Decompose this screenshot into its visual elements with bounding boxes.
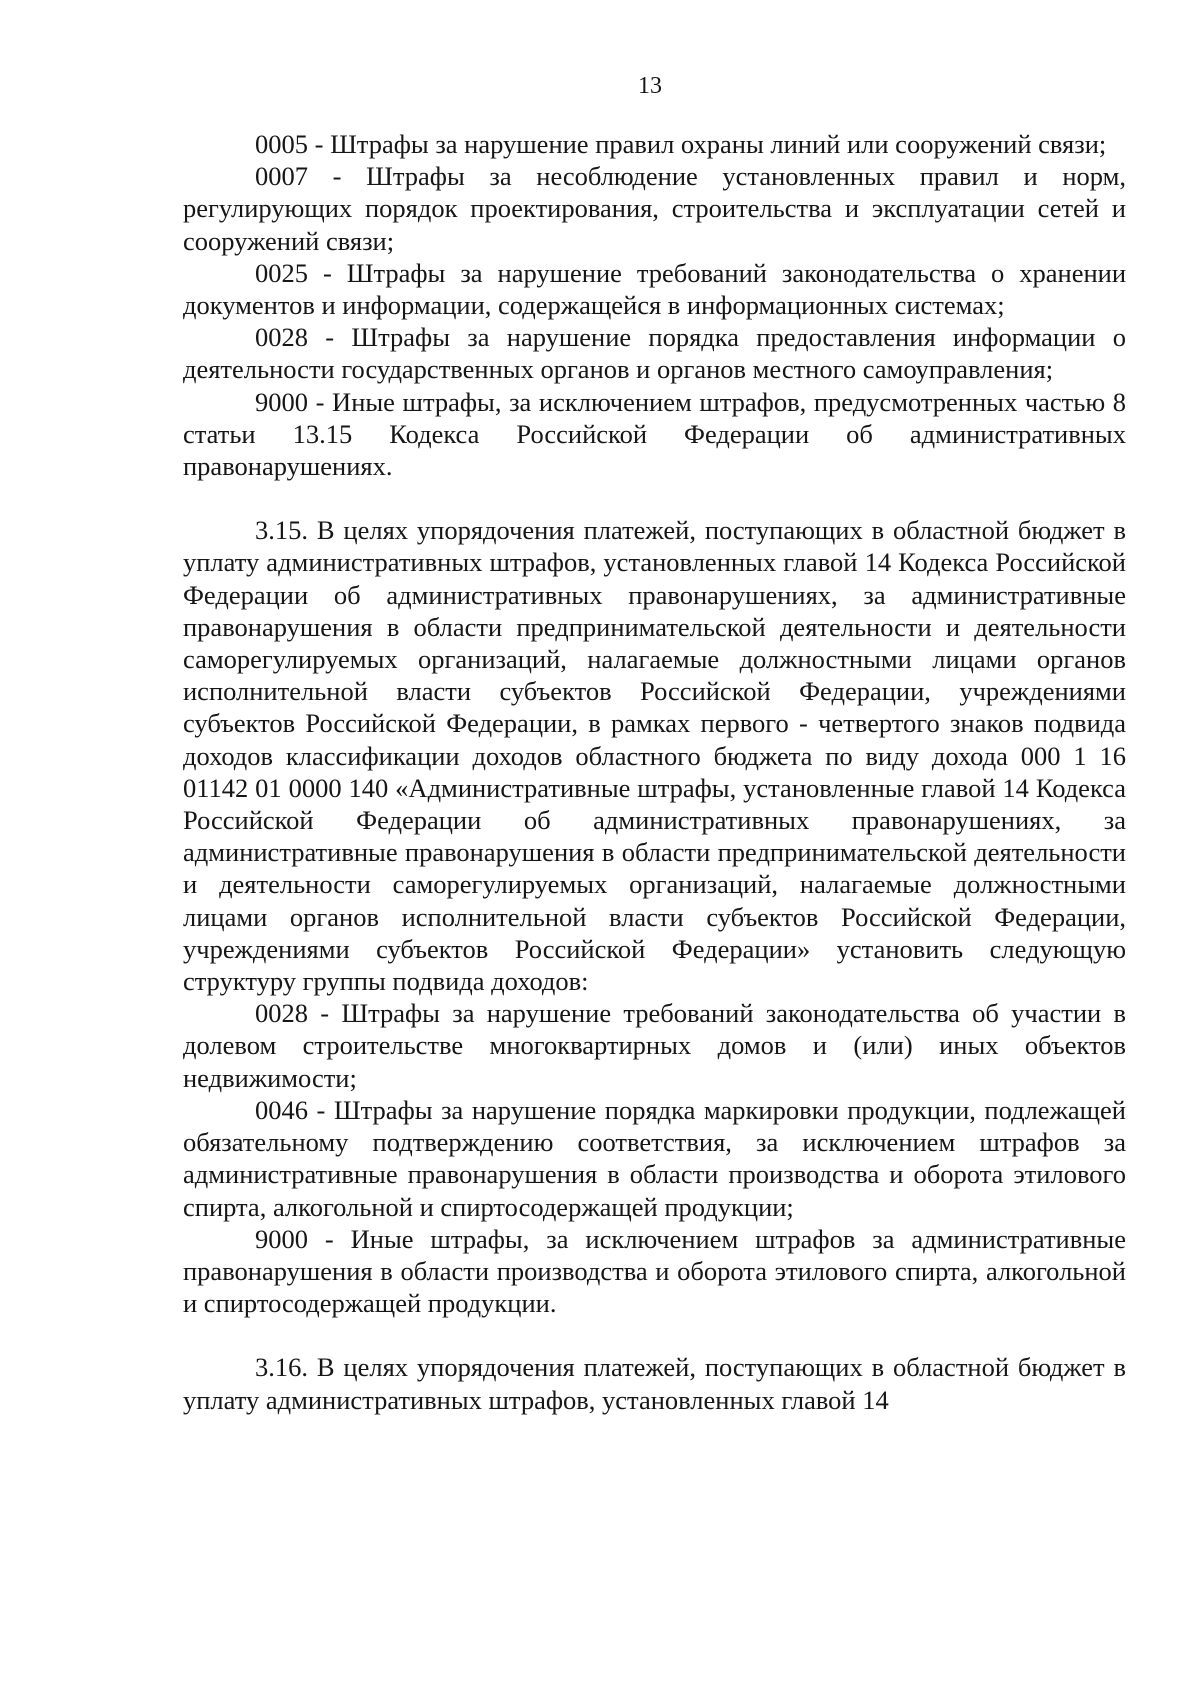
document-body bbox=[183, 128, 1126, 1416]
paragraph-section-3-15: 3.15. В целях упорядочения платежей, поступающих в областной бюджет в уплату административных штрафов, установленных главой 14 Кодекса Российской Федерации об административных правонарушениях, за административные правонарушения в области предпринимательской деятельности и деятельности саморегулируемых организаций, налагаемые должностными лицами органов исполнительной власти субъектов Российской Федерации, учреждениями субъектов Российской Федерации, в рамках первого - четвертого знаков подвида доходов классификации доходов областного бюджета по виду дохода 000 1 16 01142 01 0000 140 «Административные штрафы, установленные главой 14 Кодекса Российской Федерации об административных правонарушениях, за административные правонарушения в области предпринимательской деятельности и деятельности саморегулируемых организаций, налагаемые должностными лицами органов исполнительной власти субъектов Российской Федерации, учреждениями субъектов Российской Федерации» установить следующую структуру группы подвида доходов: bbox=[183, 515, 1126, 997]
paragraph-code-9000-other: 9000 - Иные штрафы, за исключением штрафов за административные правонарушения в области производства и оборота этилового спирта, алкогольной и спиртосодержащей продукции. bbox=[183, 1223, 1126, 1319]
page-number: 13 bbox=[638, 73, 662, 99]
paragraph-section-3-16: 3.16. В целях упорядочения платежей, поступающих в областной бюджет в уплату административных штрафов, установленных главой 14 bbox=[183, 1352, 1126, 1415]
paragraph-code-0005: 0005 - Штрафы за нарушение правил охраны линий или сооружений связи; bbox=[255, 129, 1107, 159]
paragraph-code-9000: 9000 - Иные штрафы, за исключением штрафов, предусмотренных частью 8 статьи 13.15 Кодекса Российской Федерации об административных правонарушениях. bbox=[183, 386, 1126, 482]
paragraph-code-0025: 0025 - Штрафы за нарушение требований законодательства о хранении документов и информации, содержащейся в информационных системах; bbox=[183, 257, 1126, 321]
paragraph-code-0007: 0007 - Штрафы за несоблюдение установленных правил и норм, регулирующих порядок проектирования, строительства и эксплуатации сетей и сооружений связи; bbox=[183, 161, 1126, 256]
paragraph-code-0046: 0046 - Штрафы за нарушение порядка маркировки продукции, подлежащей обязательному подтверждению соответствия, за исключением штрафов за административные правонарушения в области производства и оборота этилового спирта, алкогольной и спиртосодержащей продукции; bbox=[183, 1094, 1126, 1222]
paragraph-code-0028-construction: 0028 - Штрафы за нарушение требований законодательства об участии в долевом строительстве многоквартирных домов и (или) иных объектов недвижимости; bbox=[183, 998, 1126, 1093]
paragraph-code-0028: 0028 - Штрафы за нарушение порядка предоставления информации о деятельности государственных органов и органов местного самоуправления; bbox=[183, 322, 1126, 385]
